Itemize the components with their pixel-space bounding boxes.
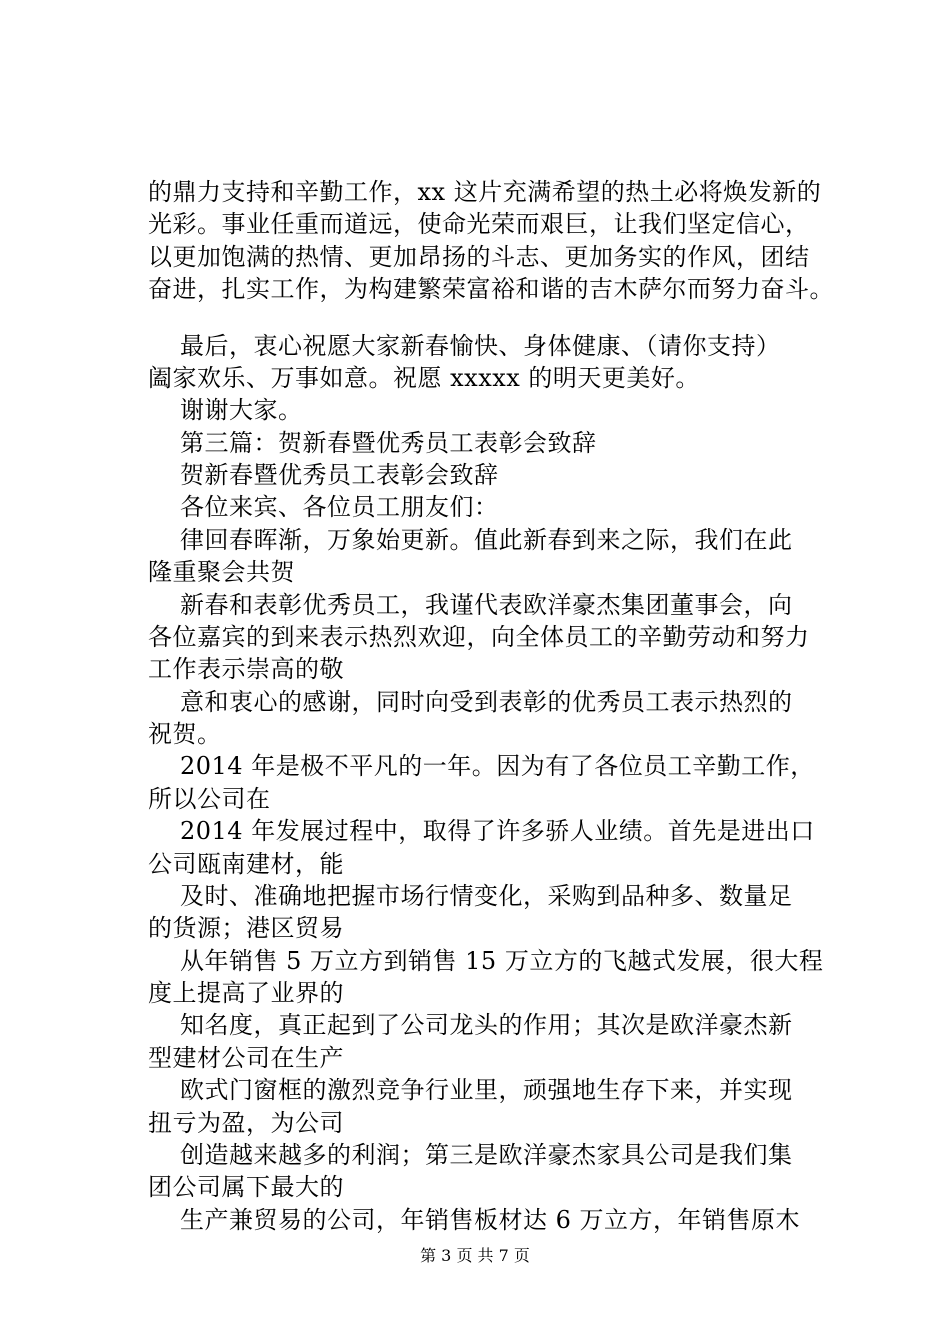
text-line: 意和衷心的感谢，同时向受到表彰的优秀员工表示热烈的	[180, 687, 793, 716]
text-line: 团公司属下最大的	[148, 1173, 344, 1202]
salutation: 各位来宾、各位员工朋友们：	[180, 493, 499, 522]
text-line: 祝贺。	[148, 720, 222, 748]
text-line: 光彩。事业任重而道远，使命光荣而艰巨，让我们坚定信心，	[148, 210, 810, 239]
text-line: 及时、准确地把握市场行情变化，采购到品种多、数量足	[180, 881, 793, 910]
text-line: 谢谢大家。	[180, 396, 303, 425]
text-line: 知名度，真正起到了公司龙头的作用；其次是欧洋豪杰新	[180, 1011, 793, 1040]
text-line: 型建材公司在生产	[148, 1043, 344, 1072]
speech-title: 贺新春暨优秀员工表彰会致辞	[180, 461, 499, 489]
text-line: 各位嘉宾的到来表示热烈欢迎，向全体员工的辛勤劳动和努力	[148, 622, 810, 651]
text-line: 公司瓯南建材，能	[148, 849, 344, 878]
text-line: 的货源；港区贸易	[148, 914, 344, 943]
text-line: 的鼎力支持和辛勤工作，xx 这片充满希望的热土必将焕发新的	[148, 178, 822, 206]
text-line: 从年销售 5 万立方到销售 15 万立方的飞越式发展，很大程	[180, 946, 824, 975]
text-line: 生产兼贸易的公司，年销售板材达 6 万立方，年销售原木	[180, 1205, 801, 1234]
text-line: 扭亏为盈，为公司	[148, 1108, 344, 1137]
text-line: 所以公司在	[148, 784, 271, 813]
text-line: 最后，衷心祝愿大家新春愉快、身体健康、（请你支持）	[180, 331, 781, 360]
text-line: 2014 年是极不平凡的一年。因为有了各位员工辛勤工作，	[180, 752, 815, 781]
text-line: 律回春晖渐，万象始更新。值此新春到来之际，我们在此	[180, 525, 793, 554]
section-heading: 第三篇：贺新春暨优秀员工表彰会致辞	[180, 428, 597, 457]
page-number-footer: 第 3 页 共 7 页	[420, 1246, 530, 1265]
text-line: 以更加饱满的热情、更加昂扬的斗志、更加务实的作风，团结	[148, 242, 810, 271]
text-line: 欧式门窗框的激烈竞争行业里，顽强地生存下来，并实现	[180, 1076, 793, 1105]
text-line: 隆重聚会共贺	[148, 558, 295, 587]
text-line: 2014 年发展过程中，取得了许多骄人业绩。首先是进出口	[180, 817, 815, 846]
text-line: 奋进，扎实工作，为构建繁荣富裕和谐的吉木萨尔而努力奋斗。	[148, 275, 834, 304]
text-line: 创造越来越多的利润；第三是欧洋豪杰家具公司是我们集	[180, 1140, 793, 1169]
text-line: 阖家欢乐、万事如意。祝愿 xxxxx 的明天更美好。	[148, 363, 700, 392]
text-line: 度上提高了业界的	[148, 979, 344, 1007]
text-line: 新春和表彰优秀员工，我谨代表欧洋豪杰集团董事会，向	[180, 590, 793, 619]
text-line: 工作表示崇高的敬	[148, 655, 344, 684]
